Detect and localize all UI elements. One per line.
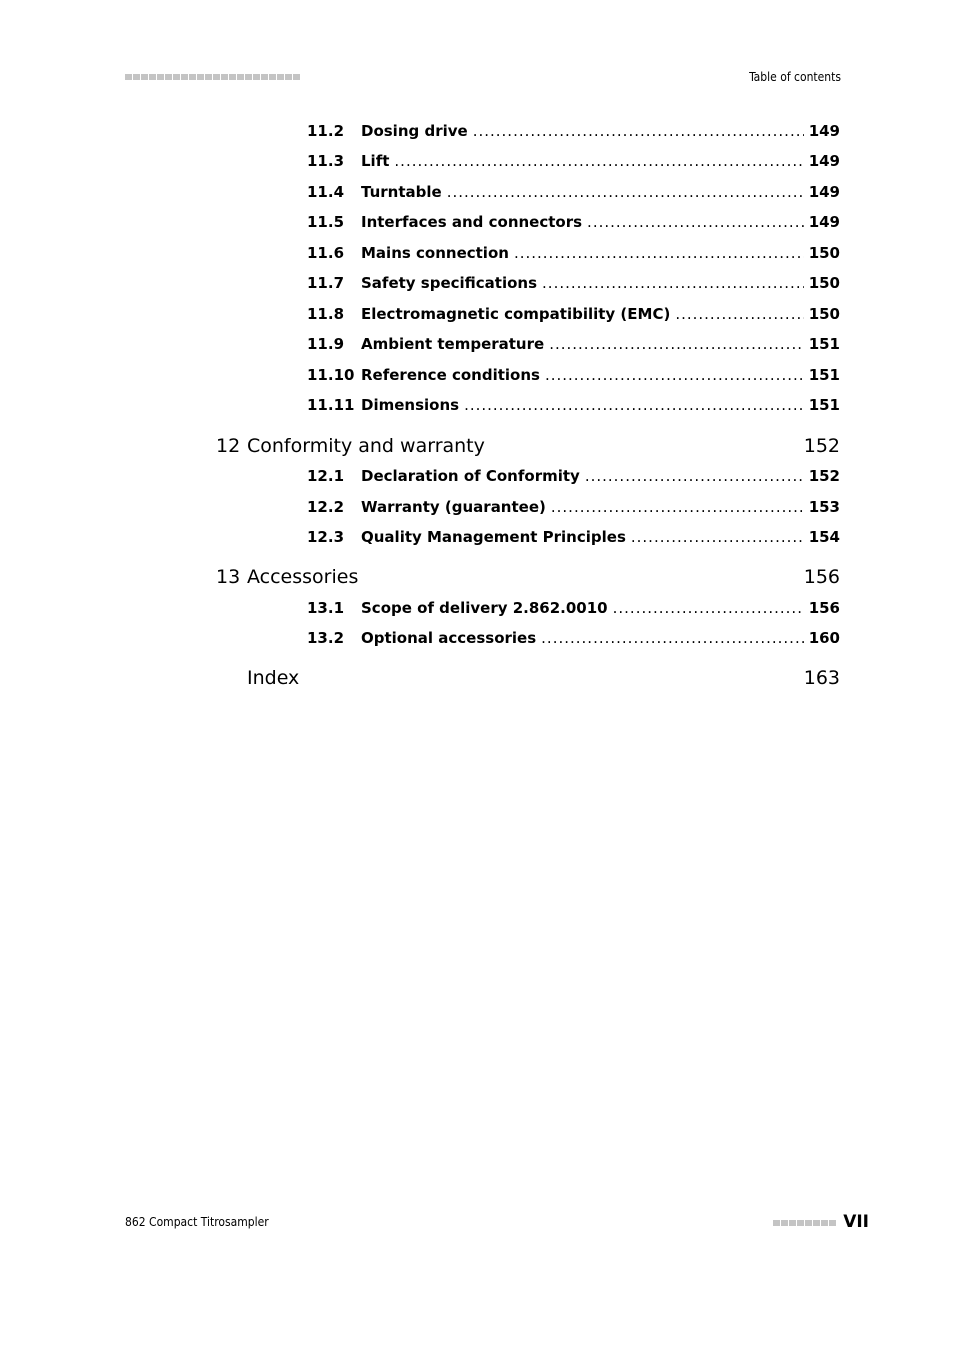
entry-number: 11.9 [307,335,345,353]
entry-title: Mains connection [361,244,509,262]
dot-leader [541,629,804,647]
dot-leader [631,528,804,546]
entry-page: 149 [808,213,840,231]
toc-entry[interactable] [307,152,840,174]
entry-title: Electromagnetic compatibility (EMC) [361,305,671,323]
toc-entry[interactable] [307,467,840,489]
entry-number: 11.2 [307,122,345,140]
chapter-page: 152 [803,435,840,457]
entry-title: Quality Management Principles [361,528,626,546]
toc-chapter-index[interactable] [216,667,840,693]
entry-title: Safety specifications [361,274,538,292]
entry-title: Warranty (guarantee) [361,498,546,516]
toc-entry[interactable] [307,335,840,357]
entry-number: 12.2 [307,498,345,516]
entry-page: 150 [808,305,840,323]
running-header-title: Table of contents [749,70,841,84]
toc-entry[interactable] [307,122,840,144]
chapter-page: 163 [803,667,840,689]
toc-entry[interactable] [307,366,840,388]
toc-entry[interactable] [307,213,840,235]
entry-title: Optional accessories [361,629,537,647]
toc-entry[interactable] [307,244,840,266]
entry-number: 11.11 [307,396,355,414]
entry-page: 149 [808,152,840,170]
entry-page: 151 [808,335,840,353]
entry-number: 11.10 [307,366,355,384]
entry-page: 150 [808,244,840,262]
chapter-page: 156 [803,566,840,588]
entry-title: Ambient temperature [361,335,545,353]
footer-product-name: 862 Compact Titrosampler [125,1215,269,1229]
footer-decoration [773,1220,836,1226]
chapter-number: 12 [216,435,241,457]
entry-number: 11.5 [307,213,345,231]
entry-number: 12.1 [307,467,345,485]
chapter-number: 13 [216,566,241,588]
entry-title: Dimensions [361,396,460,414]
entry-page: 149 [808,183,840,201]
dot-leader [675,305,803,323]
entry-title: Declaration of Conformity [361,467,580,485]
entry-page: 152 [808,467,840,485]
dot-leader [473,122,804,140]
toc-chapter[interactable] [216,435,840,461]
toc-entry[interactable] [307,305,840,327]
dot-leader [551,498,804,516]
toc-entry[interactable] [307,183,840,205]
entry-number: 11.3 [307,152,345,170]
entry-page: 149 [808,122,840,140]
entry-page: 151 [808,366,840,384]
entry-title: Turntable [361,183,442,201]
header-decoration [125,74,300,80]
dot-leader [514,244,804,262]
entry-title: Interfaces and connectors [361,213,583,231]
dot-leader [447,183,804,201]
toc-entry[interactable] [307,274,840,296]
entry-number: 12.3 [307,528,345,546]
entry-title: Reference conditions [361,366,540,384]
dot-leader [545,366,804,384]
toc-entry[interactable] [307,528,840,550]
entry-title: Lift [361,152,390,170]
entry-page: 154 [808,528,840,546]
toc-chapter[interactable] [216,566,840,592]
entry-title: Dosing drive [361,122,468,140]
footer-page-number: VII [843,1212,869,1232]
entry-page: 153 [808,498,840,516]
entry-number: 11.4 [307,183,345,201]
toc-entry[interactable] [307,396,840,418]
toc-entry[interactable] [307,629,840,651]
dot-leader [613,599,804,617]
dot-leader [549,335,804,353]
dot-leader [394,152,803,170]
entry-number: 13.2 [307,629,345,647]
chapter-title: Conformity and warranty [247,435,485,457]
entry-title: Scope of delivery 2.862.0010 [361,599,608,617]
dot-leader [585,467,804,485]
entry-number: 11.7 [307,274,345,292]
dot-leader [464,396,804,414]
dot-leader [542,274,804,292]
entry-number: 11.6 [307,244,345,262]
toc-entry[interactable] [307,498,840,520]
toc-entry[interactable] [307,599,840,621]
entry-page: 151 [808,396,840,414]
chapter-title: Accessories [247,566,359,588]
entry-page: 156 [808,599,840,617]
entry-number: 11.8 [307,305,345,323]
entry-number: 13.1 [307,599,345,617]
dot-leader [587,213,804,231]
entry-page: 150 [808,274,840,292]
entry-page: 160 [808,629,840,647]
chapter-title: Index [247,667,300,689]
